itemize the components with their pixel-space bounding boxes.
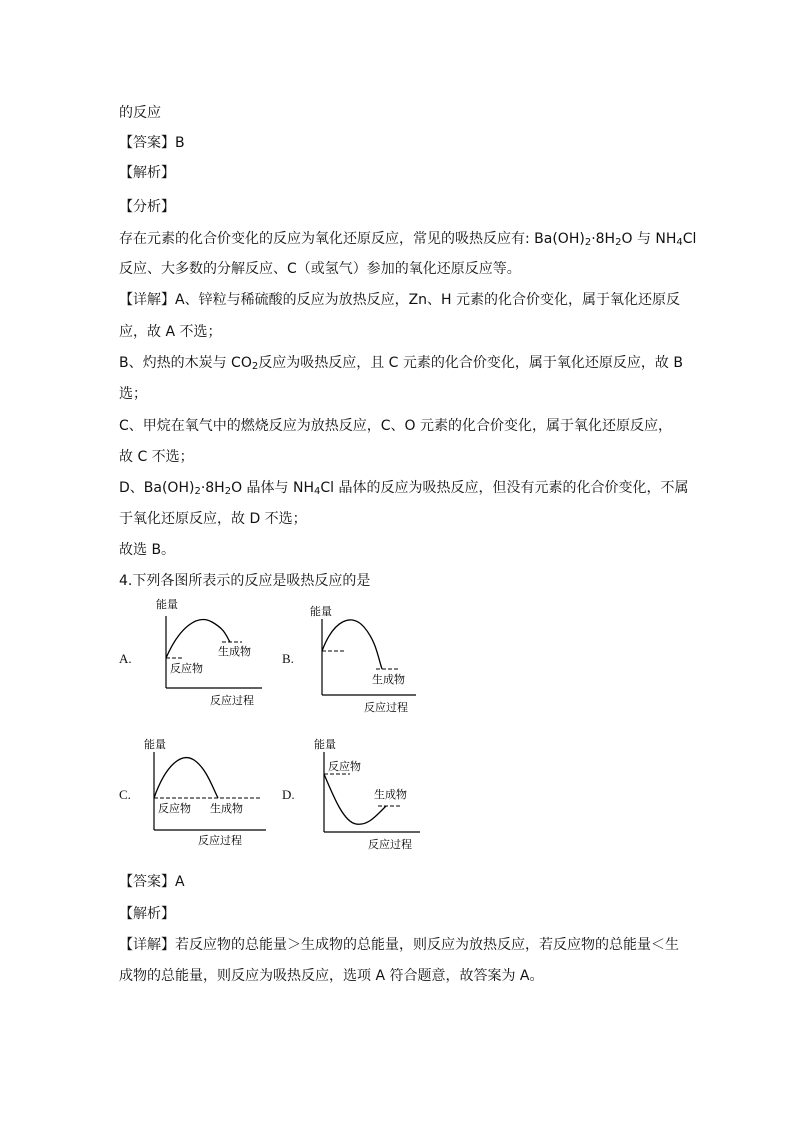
- answer-line: 【答案】B: [119, 135, 185, 151]
- option-a-label: A.: [119, 651, 132, 666]
- reactant-label: 反应物: [170, 662, 203, 675]
- reactant-label: 反应物: [158, 802, 191, 815]
- x-axis-label: 反应过程: [368, 838, 412, 851]
- text-line: C、甲烷在氧气中的燃烧反应为放热反应，C、O 元素的化合价变化，属于氧化还原反应，: [119, 418, 673, 434]
- analysis-heading: 【解析】: [119, 906, 175, 922]
- x-axis-label: 反应过程: [198, 834, 242, 847]
- text-line: 的反应: [119, 105, 161, 121]
- x-axis-label: 反应过程: [364, 701, 408, 714]
- text-line: B、灼热的木炭与 $CO_2$反应为吸热反应，且 C 元素的化合价变化，属于氧化还原反应，故 B: [119, 355, 683, 372]
- text-line: 成物的总能量，则反应为吸热反应，选项 A 符合题意，故答案为 A。: [119, 968, 544, 984]
- product-label: 生成物: [372, 673, 405, 686]
- diagram-d: [310, 736, 430, 854]
- option-b-label: B.: [282, 651, 294, 666]
- diagram-a: [150, 596, 270, 710]
- text-line: 【详解】A、锌粒与稀硫酸的反应为放热反应，Zn、H 元素的化合价变化，属于氧化还原反: [119, 292, 681, 308]
- option-c-label: C.: [119, 787, 131, 802]
- text-line: D、$Ba(OH)_2\cdot 8H_2O$ 晶体与 $NH_4Cl$ 晶体的反应为吸热反应，但没有元素的化合价变化，不属: [119, 480, 689, 497]
- text-line: 反应、大多数的分解反应、C（或氢气）参加的氧化还原反应等。: [119, 261, 521, 277]
- option-d-label: D.: [282, 787, 295, 802]
- text-line: 存在元素的化合价变化的反应为氧化还原反应，常见的吸热反应有: $Ba(OH)_2\cdot 8H_2O$ 与 $NH_4Cl$: [119, 231, 697, 248]
- text-line: 选；: [119, 386, 147, 402]
- y-axis-label: 能量: [156, 598, 178, 611]
- text-line: 故 C 不选；: [119, 449, 194, 465]
- answer-line: 【答案】A: [119, 874, 185, 890]
- product-label: 生成物: [218, 645, 251, 658]
- y-axis-label: 能量: [144, 738, 166, 751]
- diagram-b: [306, 601, 426, 715]
- question-4: 4.下列各图所表示的反应是吸热反应的是: [119, 573, 371, 589]
- y-axis-label: 能量: [314, 738, 336, 751]
- text-line: 于氧化还原反应，故 D 不选；: [119, 511, 307, 527]
- analysis-heading: 【解析】: [119, 165, 175, 181]
- energy-curve: [154, 758, 218, 798]
- text-line: 应，故 A 不选；: [119, 324, 222, 340]
- analysis-subheading: 【分析】: [119, 199, 175, 215]
- x-axis-label: 反应过程: [210, 694, 254, 707]
- text-line: 【详解】若反应物的总能量＞生成物的总能量，则反应为放热反应，若反应物的总能量＜生: [119, 937, 679, 953]
- product-label: 生成物: [210, 802, 243, 815]
- y-axis-label: 能量: [310, 605, 332, 618]
- energy-curve: [322, 620, 382, 669]
- reactant-label: 反应物: [328, 760, 361, 773]
- text-line: 故选 B。: [119, 542, 176, 558]
- product-label: 生成物: [374, 788, 407, 801]
- diagram-c: [142, 734, 272, 850]
